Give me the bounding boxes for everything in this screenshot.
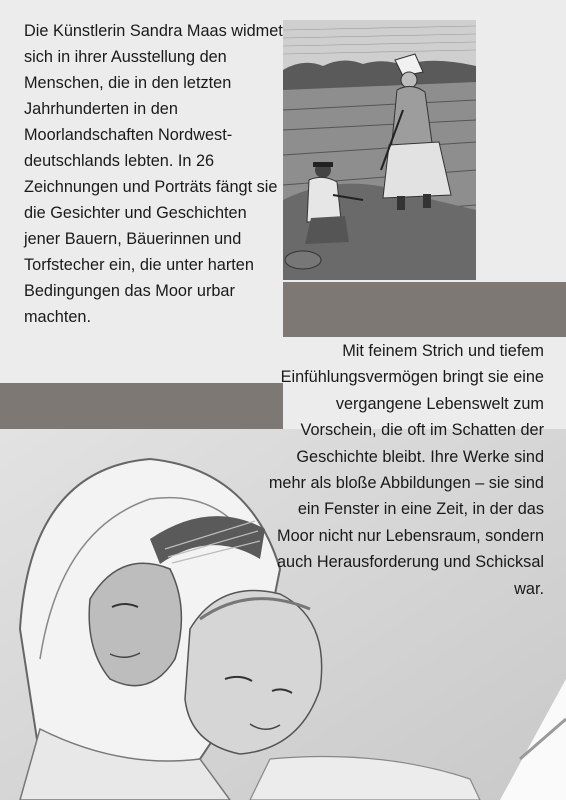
peat-workers-etching xyxy=(283,20,476,280)
intro-paragraph: Die Künstlerin Sandra Maas widmet sich in ihrer Ausstellung den Menschen, die in den letzten Jahrhunderten in den Moorlandschaften Nordwest-deutschlands lebten. In 26 Zeichnungen und Porträts fängt sie die Gesichter und Geschichten jener Bauern, Bäuerinnen und Torfstecher ein, die unter harten Bedingungen das Moor urbar machten. xyxy=(24,22,283,326)
etching-peat-workers-icon xyxy=(283,20,476,280)
gray-band-left xyxy=(0,383,283,429)
gray-band-right xyxy=(283,282,566,337)
body-paragraph: Mit feinem Strich und tiefem Einfühlungsvermögen bringt sie eine vergangene Lebenswelt zum Vorschein, die oft im Schatten der Geschichte bleibt. Ihre Werke sind mehr als bloße Abbildungen – sie sind ein Fenster in eine Zeit, in der das Moor nicht nur Lebensraum, sondern auch Herausforderung und Schicksal war. xyxy=(268,342,544,598)
